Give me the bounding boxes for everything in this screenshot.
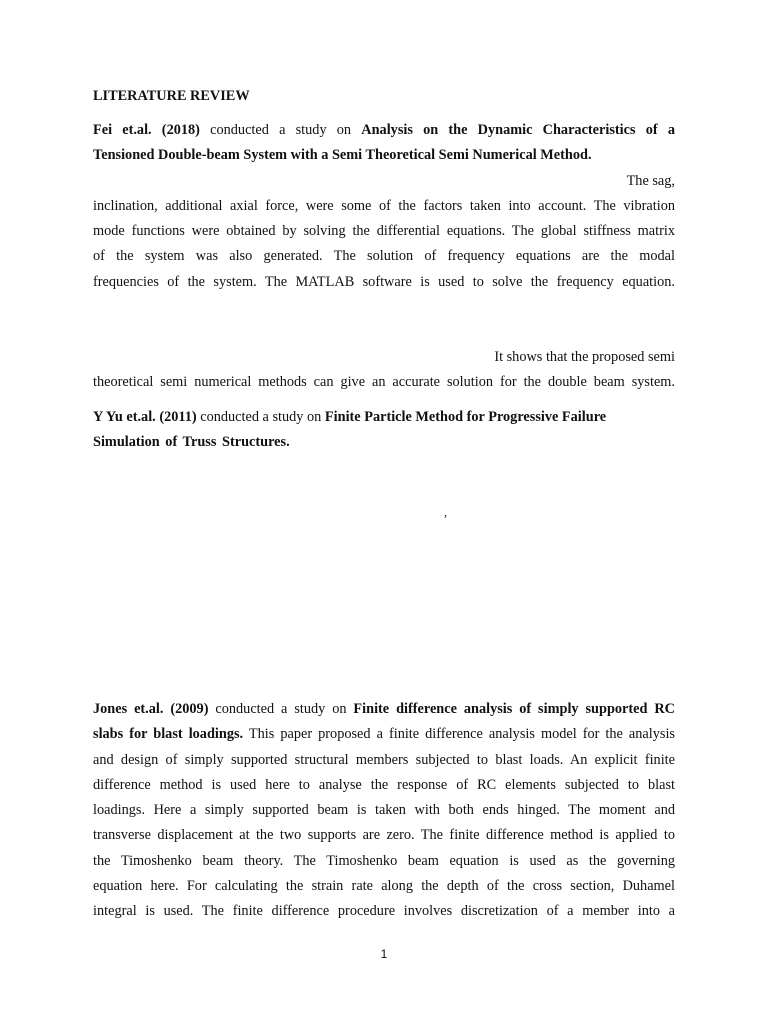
paragraph-line: slabs for blast loadings. This paper proposed a finite difference analysis model for the analysis: [93, 726, 675, 743]
paragraph-line: mode functions were obtained by solving the differential equations. The global stiffness matrix: [93, 223, 675, 240]
paragraph-line: It shows that the proposed semi: [494, 349, 675, 365]
paragraph-line: the Timoshenko beam theory. The Timoshenko beam equation is used as the governing: [93, 852, 675, 869]
paragraph-line: difference method is used here to analyse the response of RC elements subjected to blast: [93, 776, 675, 793]
page-number: 1: [380, 947, 388, 961]
paragraph-line: Jones et.al. (2009) conducted a study on Finite difference analysis of simply supported RC: [93, 701, 676, 717]
paragraph-line: of the system was also generated. The solution of frequency equations are the modal: [93, 248, 675, 265]
paragraph-line: Tensioned Double-beam System with a Semi Theoretical Semi Numerical Method.: [93, 147, 592, 164]
paragraph-line: Fei et.al. (2018) conducted a study on Analysis on the Dynamic Characteristics of a: [93, 122, 675, 138]
paragraph-line: inclination, additional axial force, were some of the factors taken into account. The vibration: [93, 197, 675, 214]
paragraph-line: frequencies of the system. The MATLAB software is used to solve the frequency equation.: [93, 273, 675, 290]
paragraph-fei-continuation: [93, 345, 675, 396]
paragraph-line: Simulation of Truss Structures.: [93, 434, 290, 451]
paragraph-line: The sag,: [626, 172, 675, 189]
paragraph-line: Y Yu et.al. (2011) conducted a study on Finite Particle Method for Progressive Failure: [93, 409, 607, 425]
paragraph-line: theoretical semi numerical methods can give an accurate solution for the double beam system.: [93, 374, 675, 391]
paragraph-line: equation here. For calculating the strain rate along the depth of the cross section, Duhamel: [93, 878, 675, 895]
paragraph-fei: [93, 118, 675, 295]
paragraph-jones: [93, 697, 675, 925]
paragraph-line: and design of simply supported structural members subjected to blast loads. An explicit finite: [93, 751, 675, 768]
stray-mark: ,: [444, 505, 447, 519]
paragraph-yu: [93, 405, 675, 456]
paragraph-line: integral is used. The finite difference procedure involves discretization of a member into a: [93, 903, 675, 920]
section-heading: LITERATURE REVIEW: [93, 88, 250, 104]
paragraph-line: loadings. Here a simply supported beam is taken with both ends hinged. The moment and: [93, 802, 675, 819]
paragraph-line: transverse displacement at the two supports are zero. The finite difference method is applied to: [93, 827, 675, 844]
